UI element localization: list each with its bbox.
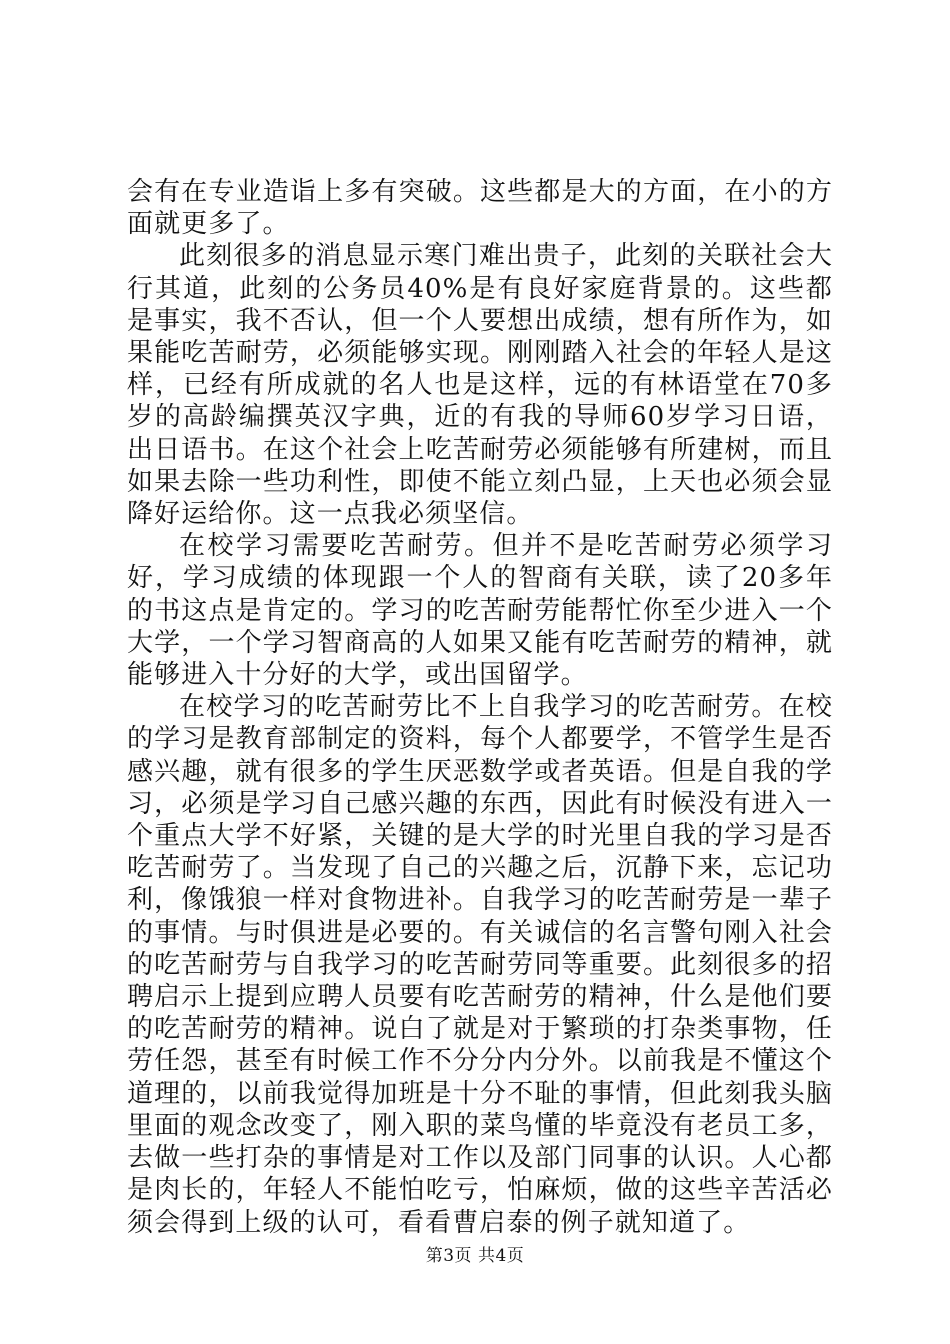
paragraph: 此刻很多的消息显示寒门难出贵子，此刻的关联社会大行其道，此刻的公务员40%是有良好家庭背景的。这些都是事实，我不否认，但一个人要想出成绩，想有所作为，如果能吃苦耐劳，必须能够实现。刚刚踏入社会的年轻人是这样，已经有所成就的名人也是这样，远的有林语堂在70多岁的高龄编撰英汉字典，近的有我的导师60岁学习日语，出日语书。在这个社会上吃苦耐劳必须能够有所建树，而且如果去除一些功利性，即使不能立刻凸显，上天也必须会显降好运给你。这一点我必须坚信。 bbox=[127, 241, 833, 530]
paragraph: 在校学习需要吃苦耐劳。但并不是吃苦耐劳必须学习好，学习成绩的体现跟一个人的智商有关联，读了20多年的书这点是肯定的。学习的吃苦耐劳能帮忙你至少进入一个大学，一个学习智商高的人如果又能有吃苦耐劳的精神，就能够进入十分好的大学，或出国留学。 bbox=[127, 531, 833, 691]
paragraph-continuation: 会有在专业造诣上多有突破。这些都是大的方面，在小的方面就更多了。 bbox=[127, 177, 833, 240]
paragraph: 在校学习的吃苦耐劳比不上自我学习的吃苦耐劳。在校的学习是教育部制定的资料，每个人都要学，不管学生是否感兴趣，就有很多的学生厌恶数学或者英语。但是自我的学习，必须是学习自己感兴趣的东西，因此有时候没有进入一个重点大学不好紧，关键的是大学的时光里自我的学习是否吃苦耐劳了。当发现了自己的兴趣之后，沉静下来，忘记功利，像饿狼一样对食物进补。自我学习的吃苦耐劳是一辈子的事情。与时俱进是必要的。有关诚信的名言警句刚入社会的吃苦耐劳与自我学习的吃苦耐劳同等重要。此刻很多的招聘启示上提到应聘人员要有吃苦耐劳的精神，什么是他们要的吃苦耐劳的精神。说白了就是对于繁琐的打杂类事物，任劳任怨，甚至有时候工作不分分内分外。以前我是不懂这个道理的，以前我觉得加班是十分不耻的事情，但此刻我头脑里面的观念改变了，刚入职的菜鸟懂的毕竟没有老员工多，去做一些打杂的事情是对工作以及部门同事的认识。人心都是肉长的，年轻人不能怕吃亏，怕麻烦，做的这些辛苦活必须会得到上级的认可，看看曹启泰的例子就知道了。 bbox=[127, 692, 833, 1238]
document-body bbox=[127, 176, 833, 1239]
page-footer: 第3页 共4页 bbox=[425, 1246, 525, 1266]
